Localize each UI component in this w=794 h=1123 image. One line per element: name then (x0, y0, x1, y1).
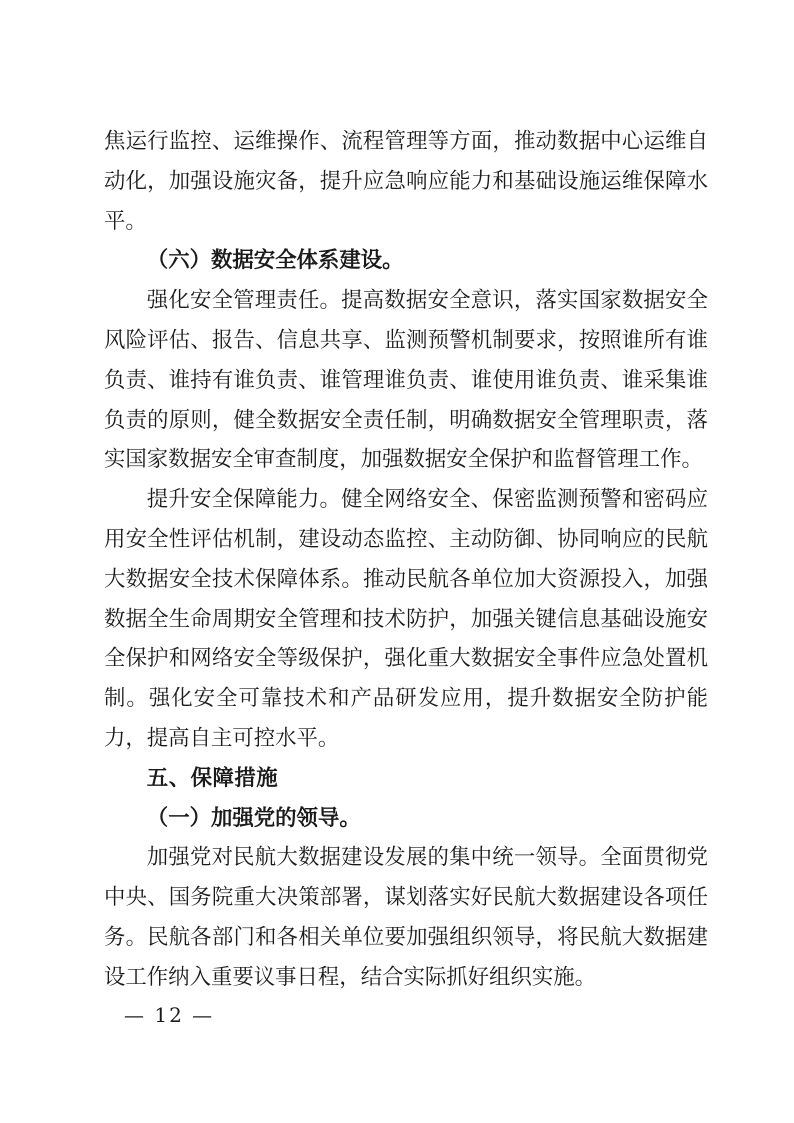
paragraph-datacenter-ops-continuation: 焦运行监控、运维操作、流程管理等方面，推动数据中心运维自动化，加强设施灾备，提升应急响应能力和基础设施运维保障水平。 (104, 129, 708, 234)
heading-chapter-five-safeguard-measures: 五、保障措施 (146, 765, 279, 791)
paragraph-strengthen-party-leadership: 加强党对民航大数据建设发展的集中统一领导。全面贯彻党中央、国务院重大决策部署，谋划落实好民航大数据建设各项任务。民航各部门和各相关单位要加强组织领导，将民航大数据建设工作纳入重要议事日程，结合实际抓好组织实施。 (104, 845, 708, 990)
page-number: — 12 — (124, 1003, 215, 1027)
paragraph-enhance-security-assurance-capability: 提升安全保障能力。健全网络安全、保密监测预警和密码应用安全性评估机制，建设动态监控、主动防御、协同响应的民航大数据安全技术保障体系。推动民航各单位加大资源投入，加强数据全生命周期安全管理和技术防护，加强关键信息基础设施安全保护和网络安全等级保护，强化重大数据安全事件应急处置机制。强化安全可靠技术和产品研发应用，提升数据安全防护能力，提高自主可控水平。 (104, 487, 708, 751)
paragraph-strengthen-security-management-responsibility: 强化安全管理责任。提高数据安全意识，落实国家数据安全风险评估、报告、信息共享、监测预警机制要求，按照谁所有谁负责、谁持有谁负责、谁管理谁负责、谁使用谁负责、谁采集谁负责的原则，健全数据安全责任制，明确数据安全管理职责，落实国家数据安全审查制度，加强数据安全保护和监督管理工作。 (104, 288, 708, 473)
heading-section-one-party-leadership: （一）加强党的领导。 (146, 805, 361, 831)
heading-section-six-data-security-system: （六）数据安全体系建设。 (146, 248, 404, 274)
document-text-block (104, 122, 708, 998)
